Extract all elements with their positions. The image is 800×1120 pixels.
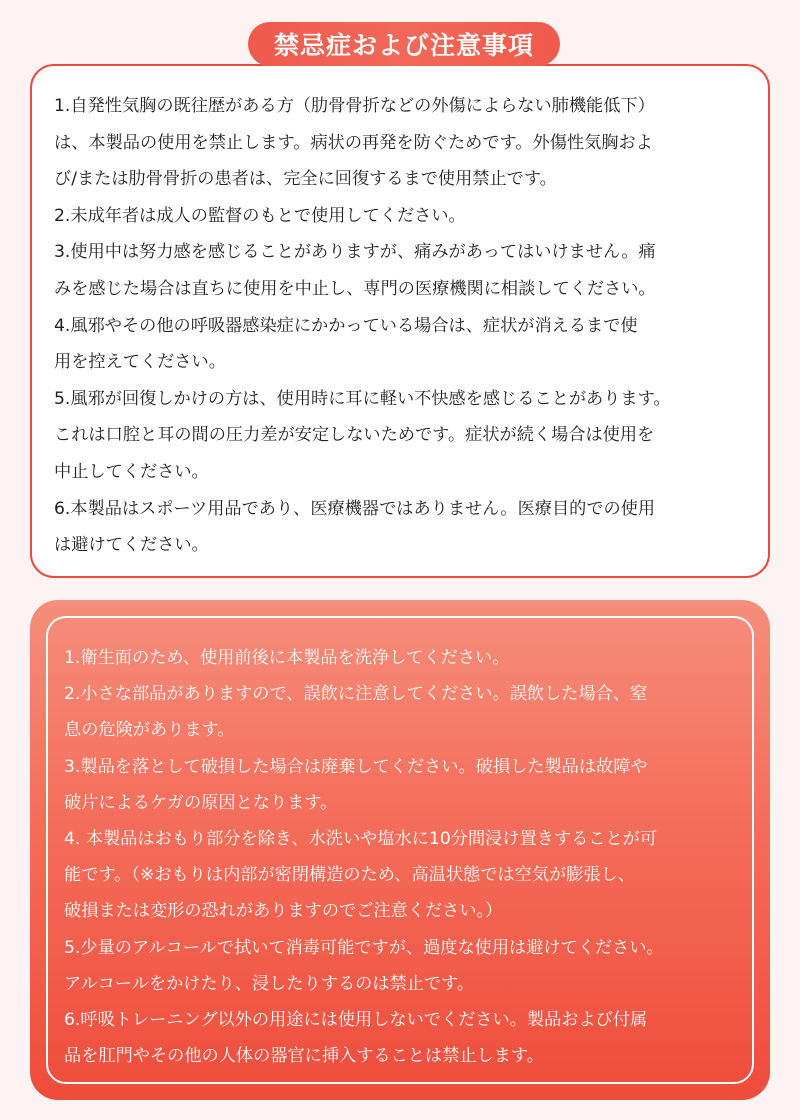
contraindication-line: 中止してください。 bbox=[54, 461, 209, 482]
page-title: 禁忌症および注意事項 bbox=[248, 22, 560, 66]
precaution-line: 品を肛門やその他の人体の器官に挿入することは禁止します。 bbox=[64, 1046, 544, 1067]
contraindication-line: 5.風邪が回復しかけの方は、使用時に耳に軽い不快感を感じることがあります。 bbox=[54, 388, 671, 409]
precaution-line: 4. 本製品はおもり部分を除き、水洗いや塩水に10分間浸け置きすることが可 bbox=[64, 829, 658, 850]
precaution-line: 息の危険があります。 bbox=[64, 720, 235, 741]
precaution-line: 1.衛生面のため、使用前後に本製品を洗浄してください。 bbox=[64, 648, 510, 668]
contraindication-line: 1.自発性気胸の既往歴がある方（肋骨骨折などの外傷によらない肺機能低下） bbox=[54, 96, 655, 116]
contraindication-line: 2.未成年者は成人の監督のもとで使用してください。 bbox=[54, 205, 466, 226]
precaution-line: アルコールをかけたり、浸したりするのは禁止です。 bbox=[64, 973, 475, 994]
precaution-line: 6.呼吸トレーニング以外の用途には使用しないでください。製品および付属 bbox=[64, 1010, 648, 1031]
contraindication-line: 4.風邪やその他の呼吸器感染症にかかっている場合は、症状が消えるまで使 bbox=[54, 315, 638, 336]
precaution-line: 破片によるケガの原因となります。 bbox=[64, 792, 338, 813]
contraindication-line: は避けてください。 bbox=[54, 535, 209, 556]
contraindication-line: は、本製品の使用を禁止します。病状の再発を防ぐためです。外傷性気胸およ bbox=[54, 132, 653, 153]
contraindication-line: び/または肋骨骨折の患者は、完全に回復するまで使用禁止です。 bbox=[54, 169, 557, 190]
contraindication-line: みを感じた場合は直ちに使用を中止し、専門の医療機関に相談してください。 bbox=[54, 278, 656, 299]
precaution-line: 3.製品を落として破損した場合は廃棄してください。破損した製品は故障や bbox=[64, 756, 648, 777]
precautions-inner-frame bbox=[46, 616, 754, 1084]
precaution-line: 2.小さな部品がありますので、誤飲に注意してください。誤飲した場合、窒 bbox=[64, 684, 648, 705]
precaution-line: 破損または変形の恐れがありますのでご注意ください。） bbox=[64, 901, 503, 922]
precaution-line: 5.少量のアルコールで拭いて消毒可能ですが、過度な使用は避けてください。 bbox=[64, 937, 664, 958]
precautions-box bbox=[30, 600, 770, 1100]
contraindication-line: これは口腔と耳の間の圧力差が安定しないためです。症状が続く場合は使用を bbox=[54, 425, 655, 446]
contraindication-line: 6.本製品はスポーツ用品であり、医療機器ではありません。医療目的での使用 bbox=[54, 498, 656, 519]
contraindications-box bbox=[30, 64, 770, 578]
contraindication-line: 3.使用中は努力感を感じることがありますが、痛みがあってはいけません。痛 bbox=[54, 242, 656, 263]
contraindication-line: 用を控えてください。 bbox=[54, 352, 226, 373]
precaution-line: 能です。（※おもりは内部が密閉構造のため、高温状態では空気が膨張し、 bbox=[64, 865, 635, 886]
